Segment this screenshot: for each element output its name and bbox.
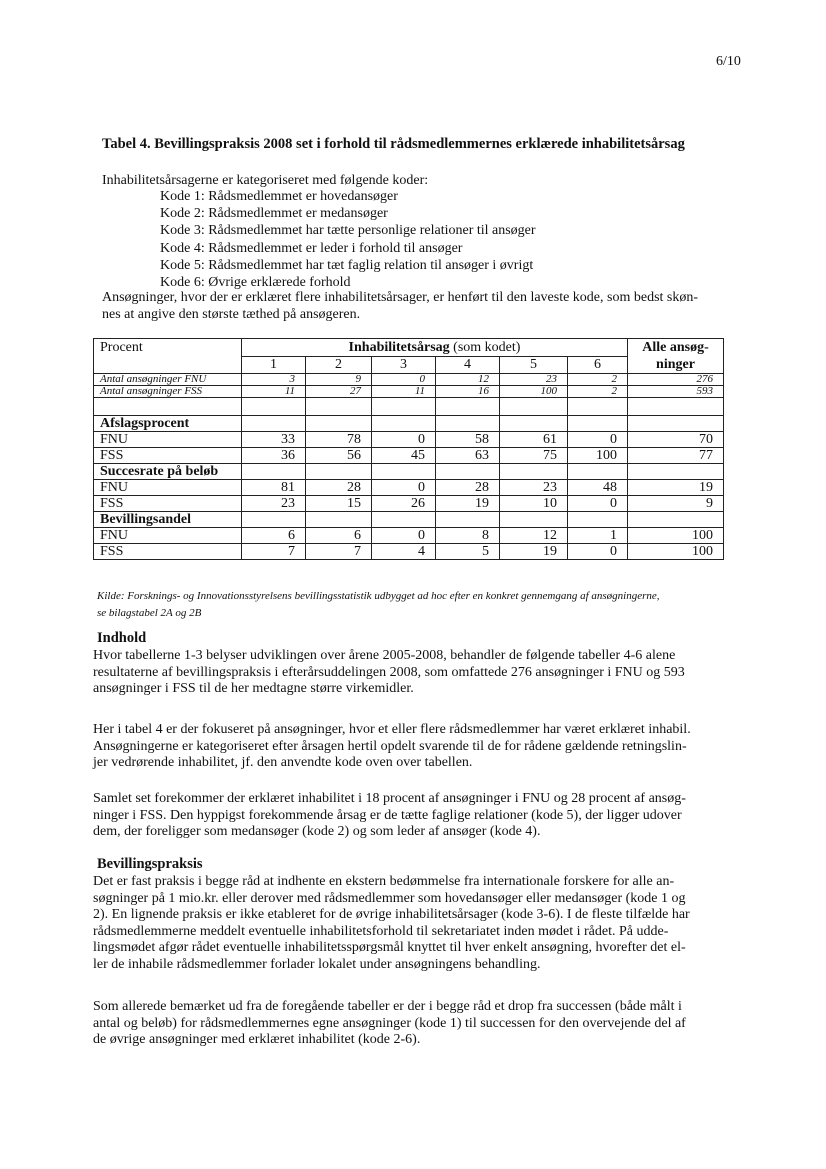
cell: 0 <box>372 432 436 448</box>
cell: 2 <box>568 374 628 386</box>
text-line: Som allerede bemærket ud fra de foregående tabeller er der i begge råd et drop fra successen (både målt i <box>93 999 682 1014</box>
corner-label: Procent <box>94 339 242 374</box>
code-header: 3 <box>372 356 436 374</box>
code-header: 5 <box>500 356 568 374</box>
text-line: Det er fast praksis i begge råd at indhente en ekstern bedømmelse fra internationale forskere for alle an- <box>93 874 675 889</box>
cell: 100 <box>500 386 568 398</box>
count-row <box>94 374 724 386</box>
cell: 7 <box>306 544 372 560</box>
cell: 16 <box>436 386 500 398</box>
cell: 48 <box>568 480 628 496</box>
row-label: FNU <box>94 480 242 496</box>
text-line: Ansøgningerne er kategoriseret efter årsagen hertil opdelt svarende til de for rådene gældende retningslin- <box>93 738 687 754</box>
cell: 593 <box>628 386 724 398</box>
data-table <box>93 338 724 560</box>
text-line: 2). En lignende praksis er ikke etableret for de øvrige inhabilitetsårsager (kode 3-6). I de fleste tilfælde har <box>93 907 690 922</box>
cell: 100 <box>568 448 628 464</box>
text-line: rådsmedlemmerne meddelt eventuelle inhabilitetsforhold til sekretariatet inden mødet i rådet. På udde- <box>93 923 669 939</box>
cell: 61 <box>500 432 568 448</box>
cell: 78 <box>306 432 372 448</box>
code-list <box>160 188 536 291</box>
cell: 100 <box>628 544 724 560</box>
section-header-row <box>94 512 724 528</box>
row-label: FSS <box>94 496 242 512</box>
table-row <box>94 544 724 560</box>
cell: 6 <box>306 528 372 544</box>
cell: 9 <box>628 496 724 512</box>
text-line: Hvor tabellerne 1-3 belyser udviklingen over årene 2005-2008, behandler de følgende tabeller 4-6 alene <box>93 648 676 663</box>
code-item: Kode 3: Rådsmedlemmet har tætte personlige relationer til ansøger <box>160 223 536 239</box>
cell: 75 <box>500 448 568 464</box>
spacer-row <box>94 398 724 416</box>
cell: 8 <box>436 528 500 544</box>
table-row <box>94 480 724 496</box>
text-line: ler de inhabile rådsmedlemmer forlader lokalet under ansøgningens behandling. <box>93 956 541 972</box>
cell: 28 <box>306 480 372 496</box>
cell: 63 <box>436 448 500 464</box>
cell: 100 <box>628 528 724 544</box>
cell: 1 <box>568 528 628 544</box>
code-item: Kode 6: Øvrige erklærede forhold <box>160 274 351 290</box>
paragraph <box>93 648 743 698</box>
code-item: Kode 1: Rådsmedlemmet er hovedansøger <box>160 189 398 204</box>
cell: 70 <box>628 432 724 448</box>
text-line: Her i tabel 4 er der fokuseret på ansøgninger, hvor et eller flere rådsmedlemmer har været erklæret inhabil. <box>93 722 691 737</box>
cell: 3 <box>242 374 306 386</box>
intro-text: Inhabilitetsårsagerne er kategoriseret med følgende koder: <box>102 173 429 188</box>
cell: 6 <box>242 528 306 544</box>
cell: 27 <box>306 386 372 398</box>
code-header: 1 <box>242 356 306 374</box>
text-line: antal og beløb) for rådsmedlemmernes egne ansøgninger (kode 1) til successen for den overvejende del af <box>93 1015 686 1031</box>
row-label: FSS <box>94 544 242 560</box>
cell: 33 <box>242 432 306 448</box>
cell: 0 <box>568 496 628 512</box>
code-header: 2 <box>306 356 372 374</box>
table-row <box>94 496 724 512</box>
cell: 0 <box>372 374 436 386</box>
code-item: Kode 5: Rådsmedlemmet har tæt faglig relation til ansøger i øvrigt <box>160 257 534 273</box>
text-line: ansøgninger i FSS til de her medtagne større virkemidler. <box>93 681 414 696</box>
table-row <box>94 528 724 544</box>
paragraph <box>93 874 743 973</box>
cell: 56 <box>306 448 372 464</box>
text-line: resultaterne af bevillingspraksis i efterårsuddelingen 2008, som omfattede 276 ansøgninger i FNU og 593 <box>93 664 685 680</box>
paragraph <box>93 722 743 772</box>
cell: 5 <box>436 544 500 560</box>
cell: 4 <box>372 544 436 560</box>
cell: 58 <box>436 432 500 448</box>
cell: 15 <box>306 496 372 512</box>
cell: 81 <box>242 480 306 496</box>
cell: 0 <box>372 480 436 496</box>
group-header-plain: (som kodet) <box>449 339 521 355</box>
cell: 10 <box>500 496 568 512</box>
group-header <box>242 339 628 357</box>
cell: 23 <box>242 496 306 512</box>
cell: 23 <box>500 374 568 386</box>
page-number: 6/10 <box>716 54 741 69</box>
note-line: nes at angive den største tæthed på ansøgeren. <box>102 306 361 322</box>
group-header-bold: Inhabilitetsårsag <box>348 339 450 355</box>
note-line: Ansøgninger, hvor der er erklæret flere inhabilitetsårsager, er henført til den laveste kode, som bedst skøn- <box>102 290 699 305</box>
table-row <box>94 432 724 448</box>
code-item: Kode 2: Rådsmedlemmet er medansøger <box>160 206 388 222</box>
cell: 12 <box>500 528 568 544</box>
cell: 23 <box>500 480 568 496</box>
section-header-row <box>94 416 724 432</box>
cell: 45 <box>372 448 436 464</box>
paragraph <box>93 999 743 1049</box>
code-item: Kode 4: Rådsmedlemmet er leder i forhold til ansøger <box>160 240 463 256</box>
cell: 77 <box>628 448 724 464</box>
paragraph <box>93 791 743 841</box>
cell: 36 <box>242 448 306 464</box>
row-label: FNU <box>94 432 242 448</box>
text-line: Samlet set forekommer der erklæret inhabilitet i 18 procent af ansøgninger i FNU og 28 procent af ansøg- <box>93 791 686 806</box>
section-name: Bevillingsandel <box>94 512 242 528</box>
text-line: lingsmødet afgør rådet eventuelle inhabilitetsspørgsmål knyttet til hver enkelt ansøgning, hvorefter det el- <box>93 940 686 955</box>
section-heading-indhold: Indhold <box>97 630 147 646</box>
cell: 12 <box>436 374 500 386</box>
text-line: dem, der foreligger som medansøger (kode 2) og som leder af ansøger (kode 4). <box>93 824 541 839</box>
table-row <box>94 448 724 464</box>
section-heading-bevillingspraksis: Bevillingspraksis <box>97 856 203 872</box>
cell: 19 <box>628 480 724 496</box>
cell: 19 <box>500 544 568 560</box>
section-header-row <box>94 464 724 480</box>
source-line: se bilagstabel 2A og 2B <box>97 607 202 619</box>
count-row <box>94 386 724 398</box>
section-name: Succesrate på beløb <box>94 464 242 480</box>
text-line: ninger i FSS. Den hyppigst forekommende årsag er de tætte faglige relationer (kode 5), der ligger udover <box>93 807 682 823</box>
row-label: Antal ansøgninger FSS <box>94 386 242 398</box>
note-text <box>102 290 752 323</box>
table-header-row <box>94 339 724 357</box>
code-header: 6 <box>568 356 628 374</box>
row-label: FNU <box>94 528 242 544</box>
text-line: søgninger på 1 mio.kr. eller derover med rådsmedlemmer som hovedansøger eller medansøger (kode 1 og <box>93 890 686 906</box>
table-title: Tabel 4. Bevillingspraksis 2008 set i forhold til rådsmedlemmernes erklærede inhabilitetsårsag <box>102 136 685 152</box>
text-line: de øvrige ansøgninger med erklæret inhabilitet (kode 2-6). <box>93 1032 421 1047</box>
section-name: Afslagsprocent <box>94 416 242 432</box>
row-label: Antal ansøgninger FNU <box>94 374 242 386</box>
cell: 2 <box>568 386 628 398</box>
cell: 11 <box>372 386 436 398</box>
source-line: Kilde: Forsknings- og Innovationsstyrelsens bevillingsstatistik udbygget ad hoc efter en konkret gennemgang af ansøgningerne, <box>97 590 660 602</box>
cell: 19 <box>436 496 500 512</box>
table-source <box>97 588 747 622</box>
code-header: 4 <box>436 356 500 374</box>
cell: 7 <box>242 544 306 560</box>
cell: 0 <box>372 528 436 544</box>
cell: 28 <box>436 480 500 496</box>
cell: 11 <box>242 386 306 398</box>
all-applications-header: Alle ansøg-ninger <box>628 339 724 374</box>
cell: 0 <box>568 432 628 448</box>
text-line: jer vedrørende inhabilitet, jf. den anvendte kode oven over tabellen. <box>93 755 473 770</box>
row-label: FSS <box>94 448 242 464</box>
cell: 0 <box>568 544 628 560</box>
cell: 9 <box>306 374 372 386</box>
cell: 276 <box>628 374 724 386</box>
cell: 26 <box>372 496 436 512</box>
